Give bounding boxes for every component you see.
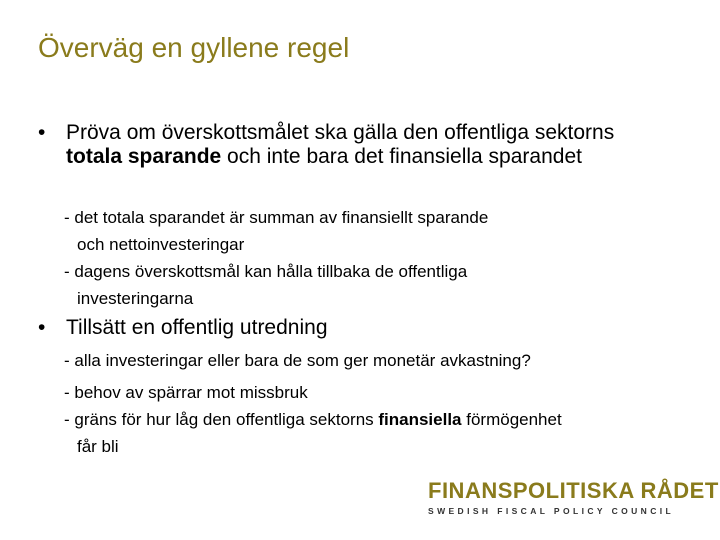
sub-point-continuation: får bli <box>77 437 119 456</box>
bullet-1-bold: totala sparande <box>66 145 222 168</box>
sub-point-continuation: och nettoinvesteringar <box>77 235 245 254</box>
logo <box>428 478 719 516</box>
bullet-2-subpoints <box>64 379 684 460</box>
sub-point: - dagens överskottsmål kan hålla tillbaka de offentliga <box>64 262 468 281</box>
sub-point-text: förmögenhet <box>461 410 562 429</box>
logo-tagline: SWEDISH FISCAL POLICY COUNCIL <box>428 506 675 516</box>
bullet-2-question: - alla investeringar eller bara de som ger monetär avkastning? <box>64 351 531 370</box>
bullet-marker: • <box>38 316 46 339</box>
sub-point-continuation: investeringarna <box>77 289 194 308</box>
bullet-1-text-part: Pröva om överskottsmålet ska gälla den offentliga sektorns <box>66 121 615 144</box>
sub-point-bold: finansiella <box>378 410 462 429</box>
bullet-marker: • <box>38 121 46 144</box>
sub-point <box>64 406 684 433</box>
logo-name: FINANSPOLITISKA RÅDET <box>428 478 719 503</box>
slide-title: Överväg en gyllene regel <box>38 32 350 63</box>
bullet-1-subpoints <box>64 204 684 312</box>
sub-point: - det totala sparandet är summan av finansiellt sparande <box>64 208 489 227</box>
bullet-2-text: Tillsätt en offentlig utredning <box>66 316 328 339</box>
sub-point: - behov av spärrar mot missbruk <box>64 383 308 402</box>
sub-point-text: - gräns för hur låg den offentliga sektorns <box>64 410 379 429</box>
bullet-1-text <box>66 121 666 169</box>
bullet-1-text-part: och inte bara det finansiella sparandet <box>221 145 582 168</box>
